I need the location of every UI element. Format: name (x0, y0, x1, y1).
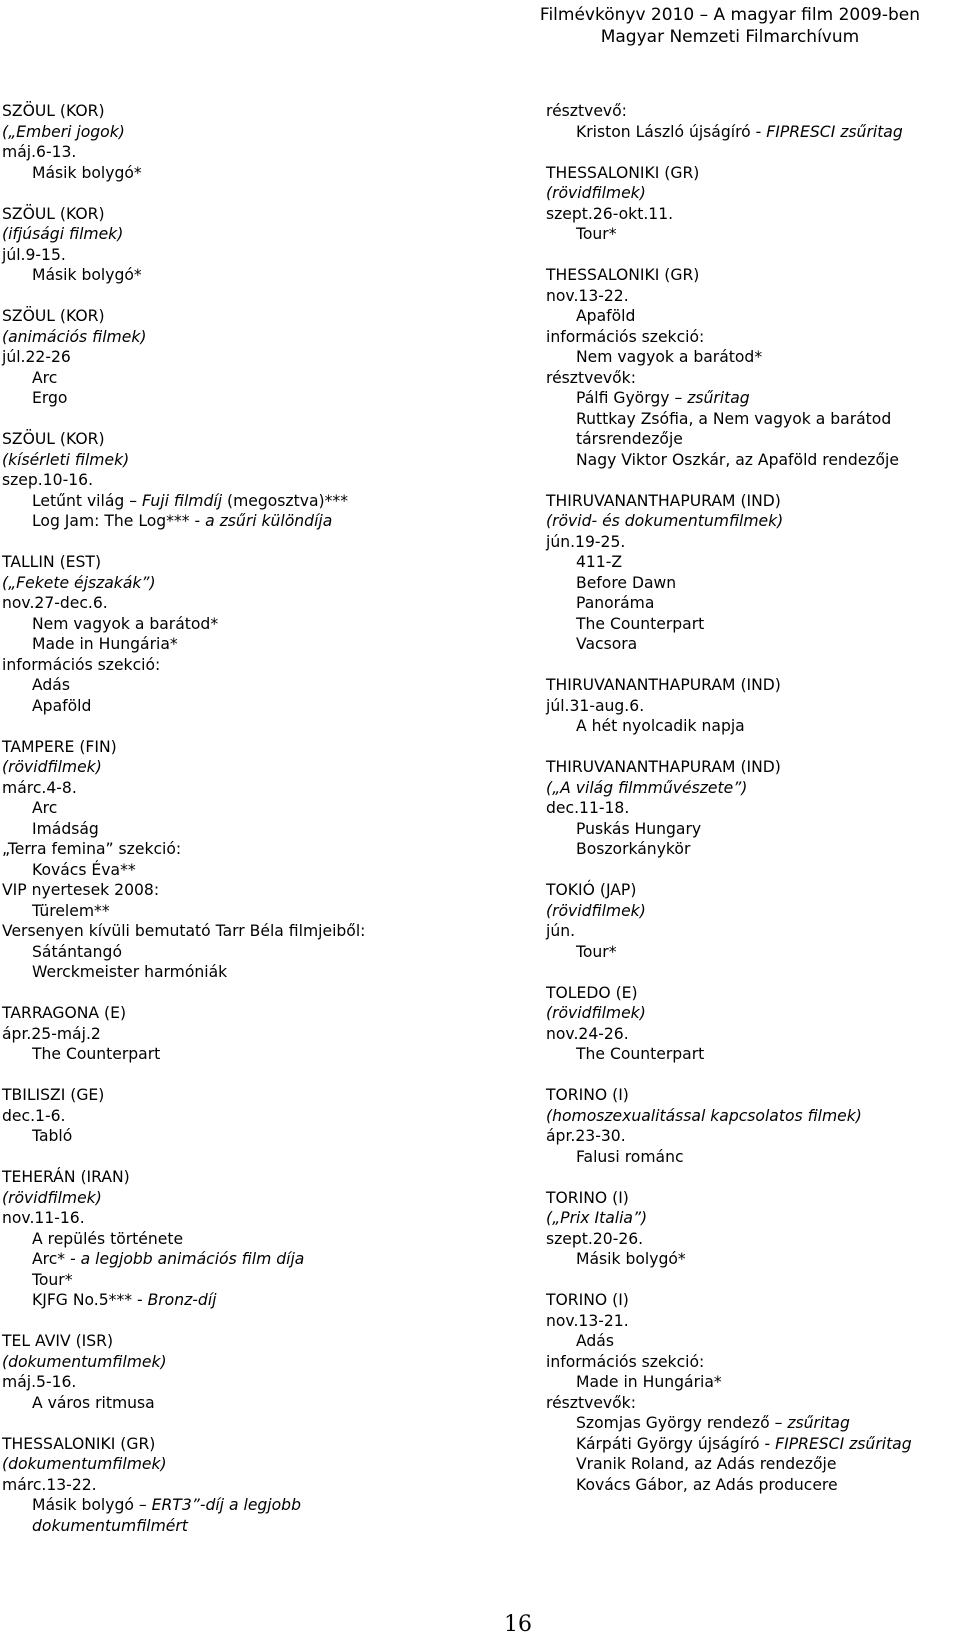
text-segment: résztvevők: (546, 1393, 636, 1412)
text-segment: KJFG No.5*** - (32, 1291, 148, 1309)
entry-line (546, 388, 960, 409)
text-segment: résztvevők: (546, 368, 636, 387)
entry-line (2, 450, 472, 471)
text-segment: Tour* (576, 225, 617, 243)
text-segment: Before Dawn (576, 573, 677, 592)
text-segment: ERT3”-díj a legjobb (151, 1496, 301, 1514)
text-segment: információs szekció: (2, 655, 161, 674)
festival-entry (2, 552, 472, 716)
text-segment: TORINO (I) (546, 1188, 629, 1207)
festival-entry (2, 737, 472, 983)
entry-line (546, 983, 960, 1004)
festival-entry (546, 675, 960, 737)
text-segment: SZÖUL (KOR) (2, 102, 105, 120)
entry-line (2, 1495, 472, 1516)
text-segment: Imádság (32, 819, 99, 838)
entry-line (546, 224, 960, 245)
text-segment: márc.13-22. (2, 1475, 97, 1494)
text-segment: Arc* - (32, 1250, 81, 1268)
entry-line (546, 491, 960, 512)
entry-line (546, 183, 960, 204)
entry-line (2, 511, 472, 532)
text-segment: Made in Hungária* (576, 1373, 722, 1391)
text-segment: TALLIN (EST) (2, 553, 102, 571)
text-segment: („Emberi jogok) (2, 122, 125, 141)
entry-line (546, 1188, 960, 1209)
entry-line (546, 429, 960, 450)
text-segment: (rövidfilmek) (546, 1004, 646, 1022)
entry-line (546, 1475, 960, 1496)
entry-line (2, 839, 472, 860)
entry-line (546, 1393, 960, 1414)
entry-line (546, 450, 960, 471)
entry-line (2, 757, 472, 778)
entry-line (2, 1044, 472, 1065)
text-segment: THIRUVANANTHAPURAM (IND) (546, 491, 781, 510)
festival-entry (546, 163, 960, 245)
text-segment: The Counterpart (576, 614, 705, 633)
text-segment: júl.22-26 (2, 348, 71, 366)
entry-line (546, 1290, 960, 1311)
left-column (2, 101, 472, 1557)
text-segment: (ifjúsági filmek) (2, 225, 124, 243)
text-segment: Adás (576, 1332, 614, 1350)
text-segment: A repülés története (32, 1229, 184, 1248)
text-segment: (rövidfilmek) (2, 1188, 102, 1207)
entry-line (2, 368, 472, 389)
text-segment: A város ritmusa (32, 1393, 155, 1412)
text-segment: THIRUVANANTHAPURAM (IND) (546, 676, 781, 694)
text-segment: Arc (32, 799, 58, 817)
entry-line (2, 1188, 472, 1209)
festival-entry (2, 1085, 472, 1147)
text-segment: The Counterpart (32, 1045, 161, 1063)
text-segment: máj.5-16. (2, 1373, 77, 1391)
festival-entry (2, 1331, 472, 1413)
entry-line (546, 942, 960, 963)
entry-line (2, 552, 472, 573)
festival-entry (2, 429, 472, 532)
festival-entry (546, 757, 960, 860)
entry-line (2, 491, 472, 512)
text-segment: Szomjas György rendező – (576, 1414, 788, 1432)
text-segment: The Counterpart (576, 1045, 705, 1063)
entry-line (546, 511, 960, 532)
entry-line (2, 1085, 472, 1106)
entry-line (2, 1106, 472, 1127)
text-segment: TOLEDO (E) (546, 983, 638, 1002)
entry-line (546, 716, 960, 737)
text-segment: THESSALONIKI (GR) (2, 1434, 156, 1453)
text-segment: nov.27-dec.6. (2, 594, 108, 612)
entry-line (546, 1085, 960, 1106)
entry-line (2, 614, 472, 635)
entry-line (546, 1024, 960, 1045)
entry-line (546, 409, 960, 430)
festival-entry (546, 983, 960, 1065)
text-segment: Adás (32, 676, 70, 694)
text-segment: SZÖUL (KOR) (2, 430, 105, 448)
text-segment: Panoráma (576, 594, 655, 612)
entry-line (2, 1024, 472, 1045)
text-segment: Made in Hungária* (32, 635, 178, 653)
festival-entry (546, 880, 960, 962)
text-segment: nov.11-16. (2, 1209, 85, 1227)
entry-line (546, 798, 960, 819)
text-segment: információs szekció: (546, 1352, 705, 1371)
entry-line (2, 593, 472, 614)
text-segment: SZÖUL (KOR) (2, 307, 105, 325)
text-segment: („A világ filmművészete”) (546, 778, 748, 797)
text-segment: (megosztva)*** (222, 491, 348, 510)
text-segment: VIP nyertesek 2008: (2, 881, 160, 899)
text-segment: („Fekete éjszakák”) (2, 573, 156, 592)
festival-entry (2, 1434, 472, 1537)
entry-line (546, 696, 960, 717)
text-segment: Pálfi György – (576, 389, 688, 407)
text-segment: THIRUVANANTHAPURAM (IND) (546, 758, 781, 776)
text-segment: Kriston László újságíró - (576, 122, 767, 141)
entry-line (2, 306, 472, 327)
entry-line (546, 1126, 960, 1147)
festival-entry (546, 1188, 960, 1270)
entry-line (546, 327, 960, 348)
text-segment: szept.26-okt.11. (546, 204, 674, 223)
entry-line (546, 1208, 960, 1229)
entry-line (2, 655, 472, 676)
entry-line (2, 347, 472, 368)
entry-line (2, 1003, 472, 1024)
text-segment: A hét nyolcadik napja (576, 717, 745, 735)
text-segment: (dokumentumfilmek) (2, 1352, 167, 1371)
entry-line (2, 1454, 472, 1475)
entry-line (546, 921, 960, 942)
entry-line (2, 1208, 472, 1229)
text-segment: zsűritag (787, 1414, 850, 1432)
entry-line (2, 1331, 472, 1352)
entry-line (546, 101, 960, 122)
text-segment: (rövidfilmek) (546, 184, 646, 202)
text-segment: (animációs filmek) (2, 327, 147, 346)
entry-line (546, 573, 960, 594)
entry-line (546, 1147, 960, 1168)
entry-line (2, 819, 472, 840)
text-segment: Tour* (32, 1270, 73, 1289)
text-segment: Falusi románc (576, 1147, 684, 1166)
entry-line (2, 1249, 472, 1270)
text-segment: Nagy Viktor Oszkár, az Apaföld rendezője (576, 450, 899, 469)
entry-line (2, 1434, 472, 1455)
text-segment: Tour* (576, 942, 617, 961)
text-segment: (rövidfilmek) (546, 901, 646, 920)
text-segment: ápr.25-máj.2 (2, 1024, 101, 1043)
text-segment: Apaföld (576, 307, 636, 325)
text-segment: a legjobb animációs film díja (80, 1250, 305, 1268)
festival-entry (2, 306, 472, 409)
text-segment: résztvevő: (546, 102, 627, 120)
entry-line (2, 470, 472, 491)
entry-line (2, 675, 472, 696)
festival-entry (2, 1003, 472, 1065)
text-segment: júl.9-15. (2, 245, 66, 264)
entry-line (2, 901, 472, 922)
text-segment: („Prix Italia”) (546, 1209, 648, 1227)
text-segment: júl.31-aug.6. (546, 696, 645, 715)
text-segment: TAMPERE (FIN) (2, 737, 117, 756)
festival-entry (2, 1167, 472, 1311)
text-segment: Vranik Roland, az Adás rendezője (576, 1455, 837, 1473)
entry-line (546, 1106, 960, 1127)
entry-line (2, 1393, 472, 1414)
page-number: 16 (504, 1612, 532, 1637)
text-segment: FIPRESCI zsűritag (775, 1434, 912, 1453)
entry-line (2, 1229, 472, 1250)
text-segment: Nem vagyok a barátod* (32, 614, 219, 633)
entry-line (546, 347, 960, 368)
entry-line (2, 696, 472, 717)
festival-entry (2, 101, 472, 183)
entry-line (2, 1126, 472, 1147)
entry-line (546, 1229, 960, 1250)
entry-line (546, 1003, 960, 1024)
entry-line (2, 942, 472, 963)
text-segment: Sátántangó (32, 942, 122, 961)
entry-line (2, 1475, 472, 1496)
text-segment: Puskás Hungary (576, 819, 702, 838)
entry-line (2, 1270, 472, 1291)
text-segment: TEL AVIV (ISR) (2, 1332, 114, 1350)
text-segment: márc.4-8. (2, 778, 77, 797)
text-segment: Vacsora (576, 635, 638, 653)
text-segment: Nem vagyok a barátod* (576, 348, 763, 366)
entry-line (546, 880, 960, 901)
text-segment: Kovács Éva** (32, 860, 136, 879)
text-segment: Másik bolygó* (576, 1250, 686, 1268)
text-segment: „Terra femina” szekció: (2, 840, 182, 858)
entry-line (2, 860, 472, 881)
text-segment: TOKIÓ (JAP) (546, 881, 637, 899)
text-segment: társrendezője (576, 430, 683, 448)
text-segment: zsűritag (687, 389, 750, 407)
text-segment: Kárpáti György újságíró - (576, 1434, 776, 1453)
text-segment: Bronz-díj (147, 1291, 217, 1309)
text-segment: TEHERÁN (IRAN) (2, 1168, 130, 1186)
text-segment: Másik bolygó* (32, 163, 142, 182)
entry-line (2, 737, 472, 758)
entry-line (2, 122, 472, 143)
entry-line (2, 634, 472, 655)
entry-line (546, 368, 960, 389)
entry-line (2, 1352, 472, 1373)
entry-line (2, 1290, 472, 1311)
festival-entry (546, 491, 960, 655)
text-segment: 411-Z (576, 553, 623, 571)
text-segment: jún.19-25. (546, 532, 626, 551)
entry-line (546, 757, 960, 778)
text-segment: Kovács Gábor, az Adás producere (576, 1475, 838, 1494)
entry-line (546, 265, 960, 286)
header-subtitle: Magyar Nemzeti Filmarchívum (600, 27, 860, 47)
entry-line (546, 163, 960, 184)
entry-line (2, 778, 472, 799)
entry-line (2, 921, 472, 942)
festival-entry (546, 101, 960, 142)
entry-line (2, 573, 472, 594)
text-segment: THESSALONIKI (GR) (546, 266, 700, 284)
text-segment: Másik bolygó* (32, 266, 142, 284)
entry-line (546, 1331, 960, 1352)
entry-line (546, 1434, 960, 1455)
festival-entry (546, 265, 960, 470)
entry-line (546, 306, 960, 327)
text-segment: (dokumentumfilmek) (2, 1455, 167, 1473)
entry-line (2, 327, 472, 348)
entry-line (2, 1167, 472, 1188)
entry-line (546, 552, 960, 573)
entry-line (546, 593, 960, 614)
text-segment: dec.1-6. (2, 1106, 66, 1125)
page-header (540, 4, 920, 48)
text-segment: FIPRESCI zsűritag (766, 122, 903, 141)
entry-line (2, 163, 472, 184)
entry-line (2, 962, 472, 983)
text-segment: Log Jam: The Log*** - (32, 512, 206, 530)
text-segment: Versenyen kívüli bemutató Tarr Béla filmjeiből: (2, 922, 366, 940)
entry-line (546, 122, 960, 143)
text-segment: információs szekció: (546, 327, 705, 346)
entry-line (546, 901, 960, 922)
text-segment: Másik bolygó – (32, 1496, 152, 1514)
festival-entry (2, 204, 472, 286)
festival-entry (546, 1085, 960, 1167)
text-segment: dec.11-18. (546, 799, 630, 817)
text-segment: Ruttkay Zsófia, a Nem vagyok a barátod (576, 409, 892, 428)
text-segment: Türelem** (32, 901, 110, 920)
entry-line (546, 1249, 960, 1270)
text-segment: szept.20-26. (546, 1229, 644, 1248)
entry-line (2, 142, 472, 163)
entry-line (546, 1454, 960, 1475)
festival-entry (546, 1290, 960, 1495)
text-segment: a zsűri különdíja (205, 512, 333, 530)
text-segment: Boszorkánykör (576, 840, 691, 858)
entry-line (546, 1413, 960, 1434)
text-segment: dokumentumfilmért (32, 1516, 188, 1535)
text-segment: nov.13-22. (546, 286, 629, 305)
header-title: Filmévkönyv 2010 – A magyar film 2009-ben (539, 5, 920, 25)
entry-line (546, 1372, 960, 1393)
entry-line (2, 265, 472, 286)
text-segment: (kísérleti filmek) (2, 450, 130, 469)
text-segment: ápr.23-30. (546, 1127, 626, 1145)
entry-line (546, 1311, 960, 1332)
text-segment: TORINO (I) (546, 1291, 629, 1309)
text-segment: TORINO (I) (546, 1086, 629, 1104)
text-segment: Ergo (32, 389, 68, 407)
entry-line (546, 532, 960, 553)
text-segment: máj.6-13. (2, 143, 77, 161)
text-segment: szep.10-16. (2, 471, 94, 489)
entry-line (546, 1044, 960, 1065)
entry-line (2, 101, 472, 122)
text-segment: (rövidfilmek) (2, 758, 102, 776)
entry-line (546, 675, 960, 696)
text-segment: TBILISZI (GE) (2, 1086, 105, 1104)
entry-line (2, 798, 472, 819)
entry-line (546, 839, 960, 860)
text-segment: SZÖUL (KOR) (2, 204, 105, 223)
entry-line (546, 614, 960, 635)
text-segment: Tabló (32, 1127, 73, 1145)
text-segment: TARRAGONA (E) (2, 1004, 127, 1022)
text-segment: Werckmeister harmóniák (32, 963, 228, 981)
right-column (546, 101, 960, 1516)
entry-line (546, 1352, 960, 1373)
text-segment: Letűnt világ – (32, 491, 143, 510)
text-segment: THESSALONIKI (GR) (546, 163, 700, 182)
entry-line (2, 429, 472, 450)
text-segment: (rövid- és dokumentumfilmek) (546, 512, 784, 530)
entry-line (546, 819, 960, 840)
entry-line (2, 224, 472, 245)
text-segment: Apaföld (32, 696, 92, 715)
text-segment: Fuji filmdíj (142, 491, 223, 510)
entry-line (546, 286, 960, 307)
text-segment: nov.13-21. (546, 1311, 629, 1330)
text-segment: jún. (546, 922, 576, 940)
text-segment: Arc (32, 368, 58, 387)
text-segment: nov.24-26. (546, 1024, 629, 1043)
entry-line (2, 388, 472, 409)
entry-line (546, 634, 960, 655)
entry-line (2, 245, 472, 266)
entry-line (546, 204, 960, 225)
entry-line (2, 880, 472, 901)
entry-line (2, 1372, 472, 1393)
entry-line (2, 204, 472, 225)
entry-line (546, 778, 960, 799)
text-segment: (homoszexualitással kapcsolatos filmek) (546, 1106, 862, 1125)
entry-line (2, 1516, 472, 1537)
